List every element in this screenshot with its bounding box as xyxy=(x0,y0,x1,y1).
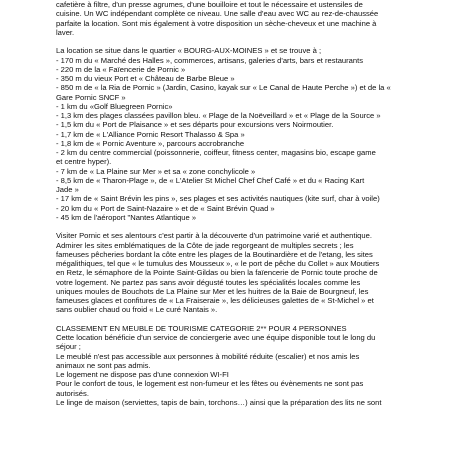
list-item: - 45 km de l'aéroport "Nantes Atlantique » xyxy=(56,212,197,222)
paragraph-kitchen xyxy=(56,0,438,37)
list-item: - 20 km du « Port de Saint-Nazaire » et de « Saint Brévin Quad » xyxy=(56,203,275,213)
text-line: mégalithiques, tel que « le tumulus des Mousseux », « le port de pêche du Collet » aux Moutiers xyxy=(56,259,380,268)
list-item: - 220 m de la « Faïencerie de Pornic » xyxy=(56,64,186,74)
text-line: La location se situe dans le quartier « BOURG-AUX-MOINES » et se trouve à ; xyxy=(56,46,322,56)
text-line: animaux ne sont pas admis. xyxy=(56,360,151,370)
list-item: Gare Pornic SNCF » xyxy=(56,92,126,102)
paragraph-gap xyxy=(56,315,438,324)
text-line: cafetière à filtre, d'un presse agrumes, d'une bouilloire et tout le nécessaire et ustensiles de xyxy=(56,0,363,9)
paragraph-heritage xyxy=(56,231,438,314)
list-item: - 1,7 km de « L'Alliance Pornic Resort Thalasso & Spa » xyxy=(56,129,245,139)
section-heading: CLASSEMENT EN MEUBLE DE TOURISME CATEGORIE 2** POUR 4 PERSONNES xyxy=(56,323,347,333)
text-line: laver. xyxy=(56,27,75,37)
list-item: Jade » xyxy=(56,185,79,194)
list-item: - 350 m du vieux Port et « Château de Barbe Bleue » xyxy=(56,74,235,83)
text-line: fameuses glaces et confitures de « La Fraiseraie », les délicieuses galettes de « St-Michel » et xyxy=(56,296,374,305)
text-line: Le logement ne dispose pas d'une connexion WI-FI xyxy=(56,370,229,379)
list-item: - 1 km du «Golf Bluegreen Pornic» xyxy=(56,101,173,111)
text-line: Le linge de maison (serviettes, tapis de bain, torchons…) ainsi que la préparation des lits ne sont xyxy=(56,397,382,407)
text-line: Admirer les sites emblématiques de la Côte de jade regorgeant de multiples secrets ; les xyxy=(56,240,354,250)
list-item: - 1,5 km du « Port de Plaisance » et ses départs pour excursions vers Noirmoutier. xyxy=(56,120,334,130)
text-line: uniques moules de Bouchots de La Plaine sur Mer et les huitres de la Baie de Bourgneuf, les xyxy=(56,286,369,296)
list-item: - 8,5 km de « Tharon-Plage », de « L'Atelier St Michel Chef Chef Café » et du « Racing Kart xyxy=(56,175,365,185)
list-item: - 1,8 km de « Pornic Aventure », parcours accrobranche xyxy=(56,138,245,148)
text-line: votre logement. Ne partez pas sans avoir dégusté toutes les spécialités locales comme les xyxy=(56,277,361,287)
text-line: en Retz, le sémaphore de la Pointe Saint-Gildas ou bien la faïencerie de Pornic toute proche de xyxy=(56,268,378,278)
text-line: Cette location bénéficie d'un service de conciergerie avec une équipe disponible tout le long du xyxy=(56,333,376,342)
list-item: - 17 km de « Saint Brévin les pins », ses plages et ses activités nautiques (kite surf, char à voile) xyxy=(56,194,380,204)
list-item: - 1,3 km des plages classées pavillon bleu. « Plage de la Noëveillard » et « Plage de la Source » xyxy=(56,111,381,120)
list-item: - 2 km du centre commercial (poissonnerie, coiffeur, fitness center, magasins bio, escape game xyxy=(56,148,376,157)
list-item: - 850 m de « la Ria de Pornic » (Jardin, Casino, kayak sur « Le Canal de Haute Perche ») et de la « xyxy=(56,83,391,93)
text-line: Pour le confort de tous, le logement est non-fumeur et les fêtes ou évènements ne sont pas xyxy=(56,379,364,389)
list-item: - 170 m du « Marché des Halles », commerces, artisans, galeries d'arts, bars et restaurants xyxy=(56,55,364,65)
paragraph-classification xyxy=(56,324,438,407)
paragraph-location-list xyxy=(56,46,438,222)
text-line: parfaite la location. Sont mis également à votre disposition un sèche-cheveux et une machine à xyxy=(56,18,377,28)
text-line: Le meublé n'est pas accessible aux personnes à mobilité réduite (escalier) et nos amis les xyxy=(56,351,360,361)
text-line: sans oublier chaud ou froid « Le curé Nantais ». xyxy=(56,305,218,315)
text-line: séjour ; xyxy=(56,342,81,352)
text-line: autorisés. xyxy=(56,388,89,398)
list-item: et centre hyper). xyxy=(56,157,112,167)
text-line: cuisine. Un WC indépendant complète ce niveau. Une salle d'eau avec WC au rez-de-chaussée xyxy=(56,9,379,19)
paragraph-gap xyxy=(56,37,438,46)
paragraph-gap xyxy=(56,222,438,231)
list-item: - 7 km de « La Plaine sur Mer » et sa « zone conchylicole » xyxy=(56,166,256,176)
text-line: Visiter Pornic et ses alentours c'est partir à la découverte d'un patrimoine varié et authentique. xyxy=(56,231,372,241)
text-line: fameuses pêcheries bordant la côte entre les plages de la Boutinardière et de l'etang, les sites xyxy=(56,249,373,259)
